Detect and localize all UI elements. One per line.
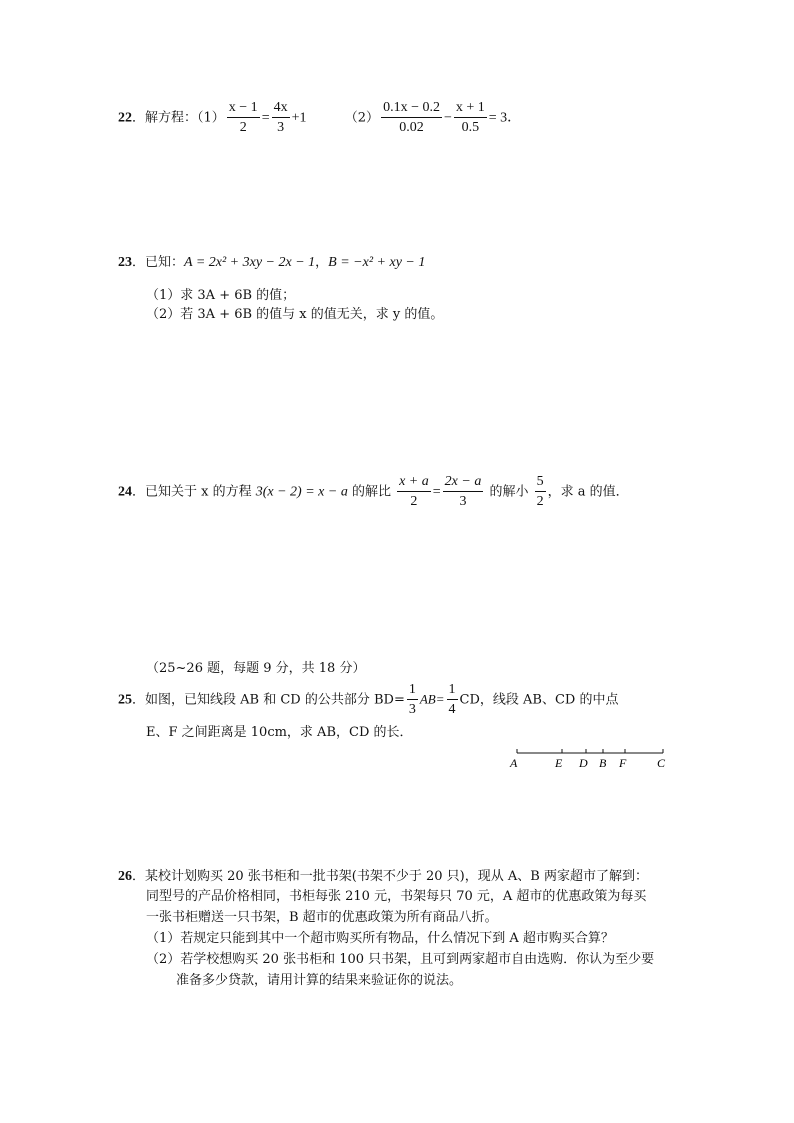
denominator: 3	[459, 494, 467, 509]
fraction	[535, 474, 546, 510]
fraction	[443, 474, 484, 510]
question-26-part-1: （1）若规定只能到其中一个超市购买所有物品，什么情况下到 A 超市购买合算？	[146, 931, 614, 946]
point-label-c: C	[657, 756, 666, 770]
numerator: x + 1	[454, 100, 487, 118]
fraction	[454, 100, 487, 136]
denominator: 2	[410, 494, 418, 509]
denominator: 2	[536, 494, 544, 509]
question-25	[118, 682, 618, 718]
question-stem: ．如图，已知线段 AB 和 CD 的公共部分 BD=	[132, 692, 405, 708]
denominator: 3	[408, 702, 416, 717]
denominator: 2	[239, 120, 247, 135]
point-label-a: A	[510, 756, 518, 770]
question-23-part-2: （2）若 3A + 6B 的值与 x 的值无关，求 y 的值。	[146, 307, 444, 322]
text: 的解比	[347, 484, 396, 500]
denominator: 4	[448, 702, 456, 717]
question-stem: ．已知：	[132, 255, 185, 270]
term: = 3．	[488, 110, 522, 126]
question-26-part-2: （2）若学校想购买 20 张书柜和 100 只书架，且可到两家超市自由选购．你认为至少要	[146, 952, 655, 967]
numerator: x − 1	[227, 100, 260, 118]
question-22	[118, 100, 521, 136]
fraction	[381, 100, 442, 136]
numerator: 1	[447, 682, 458, 700]
text: 的解小	[485, 484, 533, 500]
question-stem: ．某校计划购买 20 张书柜和一批书架(书架不少于 20 只)，现从 A、B 两家超市了解到：	[132, 869, 648, 884]
question-number: 23	[118, 255, 132, 270]
fraction	[397, 474, 431, 510]
text: ，求 a 的值．	[547, 484, 629, 500]
denominator: 0.5	[461, 120, 480, 135]
fraction	[407, 682, 418, 718]
question-23	[118, 254, 425, 272]
question-26-line-2: 同型号的产品价格相同，书柜每张 210 元，书架每只 70 元，A 超市的优惠政策为每买	[146, 889, 647, 904]
segment-figure	[505, 744, 675, 774]
point-label-d: D	[579, 756, 588, 770]
question-number: 26	[118, 869, 132, 884]
numerator: 0.1x − 0.2	[381, 100, 442, 118]
numerator: 2x − a	[443, 474, 484, 492]
denominator: 3	[277, 120, 285, 135]
numerator: 4x	[272, 100, 290, 118]
separator: ，	[315, 255, 329, 270]
numerator: x + a	[397, 474, 431, 492]
question-25-line-2: E、F 之间距离是 10cm，求 AB，CD 的长．	[146, 725, 413, 740]
equals-sign: =	[261, 110, 270, 126]
fraction	[272, 100, 290, 136]
point-label-b: B	[599, 756, 607, 770]
point-label-f: F	[619, 756, 627, 770]
minus-sign: −	[443, 110, 452, 126]
part-label: （2）	[344, 110, 380, 126]
question-26-line-3: 一张书柜赠送一只书架，B 超市的优惠政策为所有商品八折。	[146, 910, 498, 925]
section-header: （25~26 题，每题 9 分，共 18 分）	[146, 661, 366, 676]
denominator: 0.02	[399, 120, 424, 135]
question-24	[118, 474, 629, 510]
expression-b: B = −x² + xy − 1	[328, 255, 426, 270]
numerator: 5	[535, 474, 546, 492]
fraction	[227, 100, 260, 136]
question-number: 22	[118, 110, 132, 126]
expression-a: A = 2x² + 3xy − 2x − 1	[184, 255, 316, 270]
equation: 3(x − 2) = x − a	[255, 484, 348, 500]
question-stem: ．解方程：（1）	[132, 110, 225, 126]
fraction	[447, 682, 458, 718]
question-23-part-1: （1）求 3A + 6B 的值；	[146, 288, 296, 303]
numerator: 1	[407, 682, 418, 700]
question-26	[118, 868, 648, 886]
question-number: 25	[118, 692, 132, 708]
question-26-part-2-cont: 准备多少贷款，请用计算的结果来验证你的说法。	[176, 973, 463, 988]
term: +1	[291, 110, 307, 126]
question-number: 24	[118, 484, 132, 500]
text: CD，线段 AB、CD 的中点	[459, 692, 619, 708]
text: AB=	[419, 691, 445, 707]
equals-sign: =	[432, 484, 441, 500]
point-label-e: E	[555, 756, 563, 770]
question-stem: ．已知关于 x 的方程	[132, 484, 256, 500]
